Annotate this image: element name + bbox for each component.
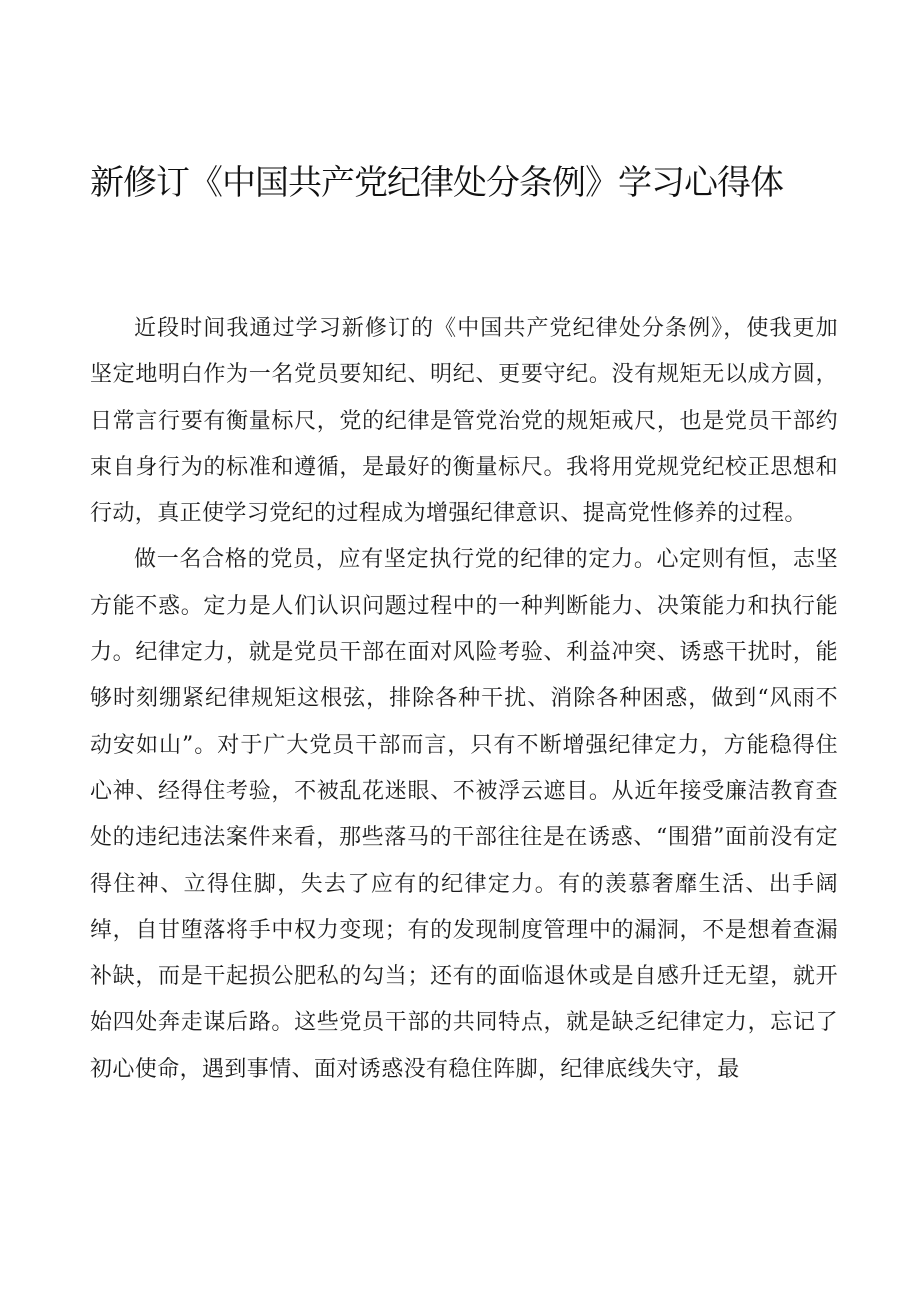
document-body bbox=[90, 306, 838, 1093]
paragraph-2: 做一名合格的党员，应有坚定执行党的纪律的定力。心定则有恒，志坚方能不惑。定力是人们认识问题过程中的一种判断能力、决策能力和执行能力。纪律定力，就是党员干部在面对风险考验、利益冲突、诱惑干扰时，能够时刻绷紧纪律规矩这根弦，排除各种干扰、消除各种困惑，做到“风雨不动安如山”。对于广大党员干部而言，只有不断增强纪律定力，方能稳得住心神、经得住考验，不被乱花迷眼、不被浮云遮目。从近年接受廉洁教育查处的违纪违法案件来看，那些落马的干部往往是在诱惑、“围猎”面前没有定得住神、立得住脚，失去了应有的纪律定力。有的羡慕奢靡生活、出手阔绰，自甘堕落将手中权力变现；有的发现制度管理中的漏洞，不是想着查漏补缺，而是干起损公肥私的勾当；还有的面临退休或是自感升迁无望，就开始四处奔走谋后路。这些党员干部的共同特点，就是缺乏纪律定力，忘记了初心使命，遇到事情、面对诱惑没有稳住阵脚，纪律底线失守，最 bbox=[90, 547, 838, 1082]
document-title: 新修订《中国共产党纪律处分条例》学习心得体 bbox=[90, 163, 783, 203]
paragraph-1: 近段时间我通过学习新修订的《中国共产党纪律处分条例》，使我更加坚定地明白作为一名党员要知纪、明纪、更要守纪。没有规矩无以成方圆，日常言行要有衡量标尺，党的纪律是管党治党的规矩戒尺，也是党员干部约束自身行为的标准和遵循，是最好的衡量标尺。我将用党规党纪校正思想和行动，真正使学习党纪的过程成为增强纪律意识、提高党性修养的过程。 bbox=[90, 316, 838, 527]
